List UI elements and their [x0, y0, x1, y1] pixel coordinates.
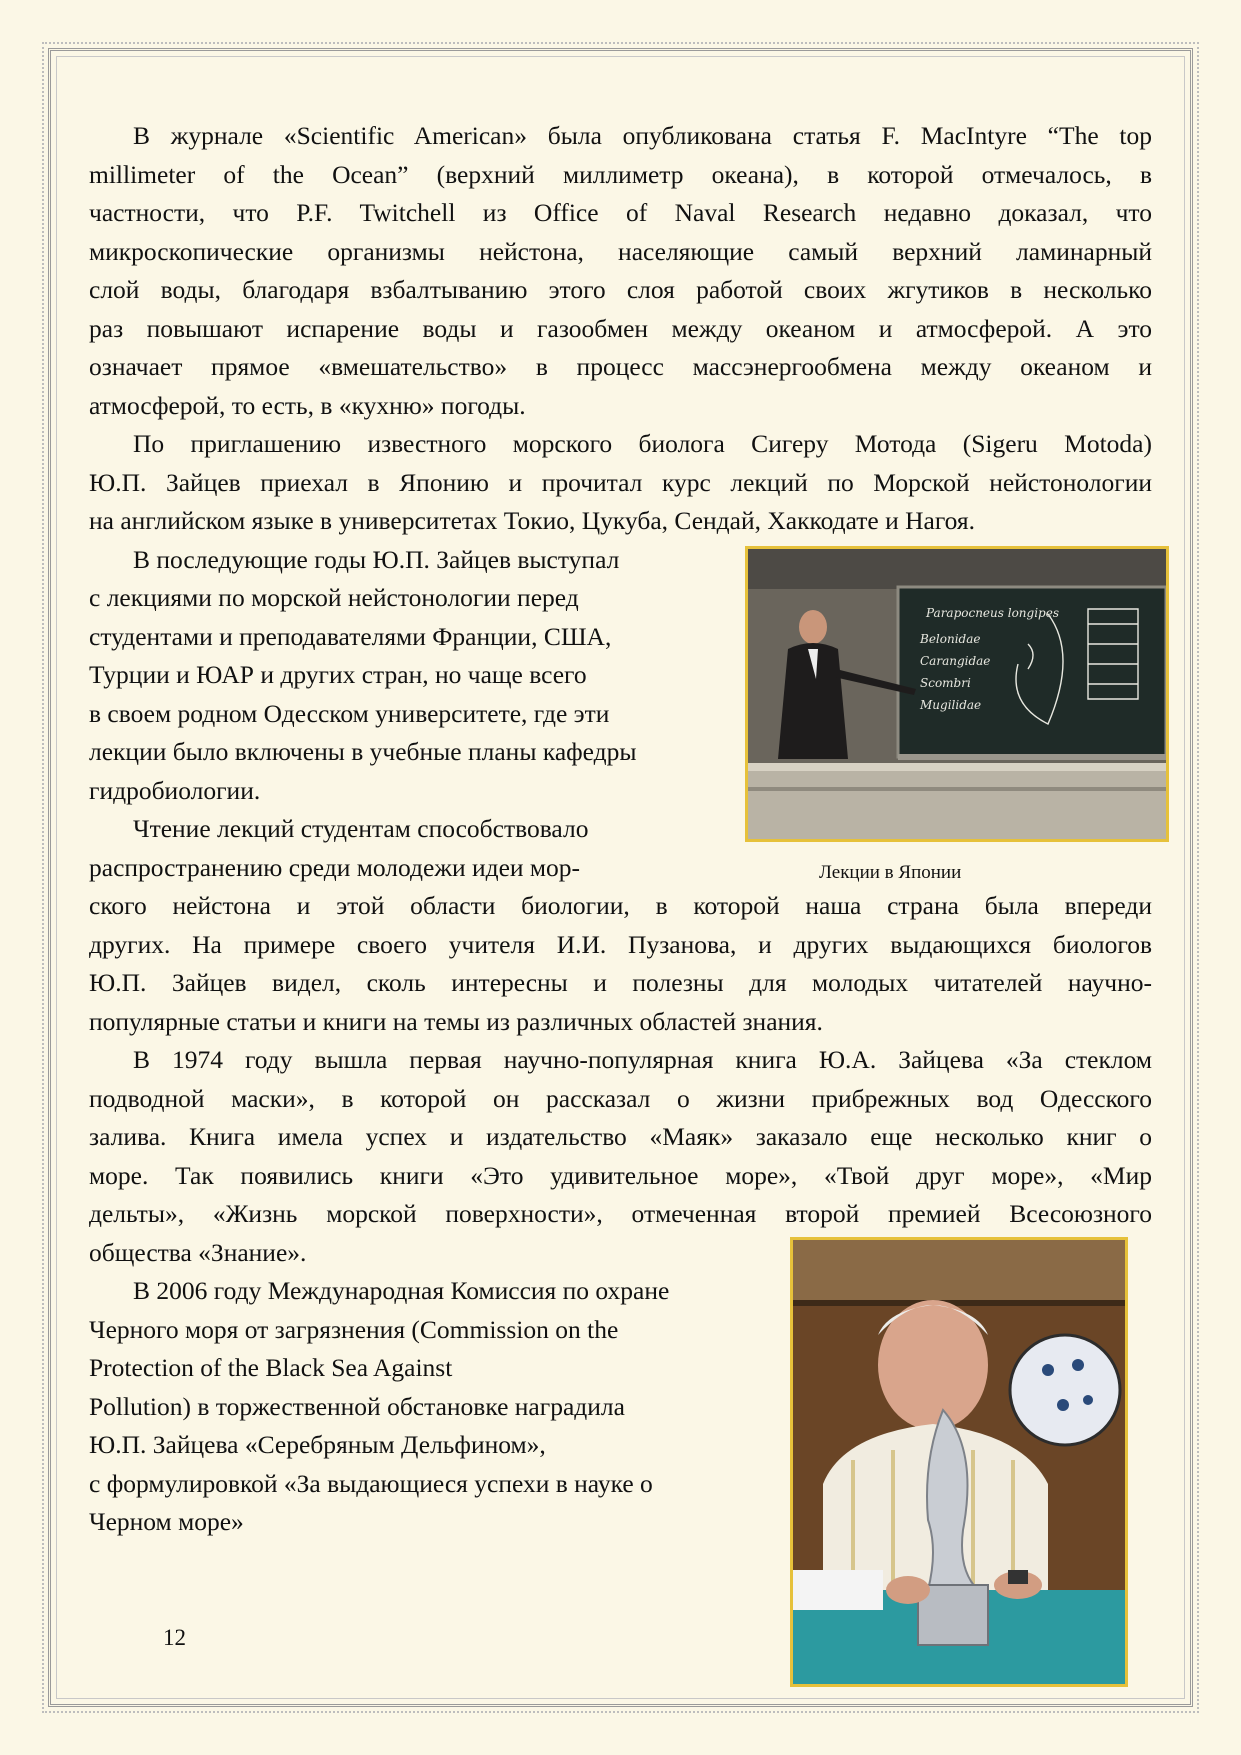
p1-line-2: millimeter of the Ocean” (верхний миллиметр океана), в которой отмечалось, в	[89, 160, 1152, 189]
p3-line-7: гидробиологии.	[89, 776, 261, 805]
p3-line-2: с лекциями по морской нейстонологии перед	[89, 583, 579, 612]
p1-line-1: В журнале «Scientific American» была опубликована статья F. MacIntyre “The top	[133, 121, 1152, 150]
p5-line-1: В 1974 году вышла первая научно-популярная книга Ю.А. Зайцева «За стеклом	[133, 1045, 1152, 1074]
p5-line-5: дельты», «Жизнь морской поверхности», отмеченная второй премией Всесоюзного	[89, 1199, 1152, 1228]
p3-line-5: в своем родном Одесском университете, где эти	[89, 699, 610, 728]
p3-line-1: В последующие годы Ю.П. Зайцев выступал	[133, 545, 620, 574]
p6-line-2: Черного моря от загрязнения (Commission on the	[89, 1315, 619, 1344]
board-text-4: Scombri	[920, 676, 971, 690]
board-text-5: Mugilidae	[920, 698, 982, 712]
p1-line-3: частности, что P.F. Twitchell из Office of Naval Research недавно доказал, что	[89, 198, 1152, 227]
p5-line-4: море. Так появились книги «Это удивительное море», «Твой друг море», «Мир	[89, 1161, 1152, 1190]
p2-line-3: на английском языке в университетах Токио, Цукуба, Сендай, Хаккодате и Нагоя.	[89, 506, 976, 535]
p1-line-4: микроскопические организмы нейстона, населяющие самый верхний ламинарный	[89, 237, 1152, 266]
p4-line-4: других. На примере своего учителя И.И. Пузанова, и других выдающихся биологов	[89, 930, 1152, 959]
p1-line-6: раз повышают испарение воды и газообмен между океаном и атмосферой. А это	[89, 314, 1152, 343]
p6-line-6: с формулировкой «За выдающиеся успехи в науке о	[89, 1469, 653, 1498]
lecture-photo-image	[748, 549, 1166, 839]
p4-line-2: распространению среди молодежи идеи мор-	[89, 853, 581, 882]
p2-line-2: Ю.П. Зайцев приехал в Японию и прочитал курс лекций по Морской нейстонологии	[89, 468, 1152, 497]
p2-line-1: По приглашению известного морского биолога Сигеру Мотода (Sigeru Motoda)	[133, 429, 1152, 458]
p5-line-2: подводной маски», в которой он рассказал о жизни прибрежных вод Одесского	[89, 1084, 1152, 1113]
p5-line-6: общества «Знание».	[89, 1238, 307, 1267]
p4-line-1: Чтение лекций студентам способствовало	[133, 814, 589, 843]
lecture-photo	[745, 546, 1169, 842]
p3-line-6: лекции было включены в учебные планы кафедры	[89, 737, 637, 766]
portrait-photo-image	[793, 1240, 1125, 1684]
p5-line-3: залива. Книга имела успех и издательство «Маяк» заказало еще несколько книг о	[89, 1122, 1152, 1151]
p1-line-5: слой воды, благодаря взбалтыванию этого слоя работой своих жгутиков в несколько	[89, 275, 1152, 304]
p6-line-4: Pollution) в торжественной обстановке наградила	[89, 1392, 625, 1421]
p4-line-3: ского нейстона и этой области биологии, в которой наша страна была впереди	[89, 891, 1152, 920]
p3-line-3: студентами и преподавателями Франции, США,	[89, 622, 612, 651]
lecture-photo-caption: Лекции в Японии	[819, 862, 962, 883]
board-text-3: Carangidae	[920, 654, 991, 668]
page-number: 12	[163, 1625, 186, 1650]
p3-line-4: Турции и ЮАР и других стран, но чаще всего	[89, 660, 587, 689]
p6-line-5: Ю.П. Зайцева «Серебряным Дельфином»,	[89, 1430, 546, 1459]
p4-line-5: Ю.П. Зайцев видел, сколь интересны и полезны для молодых читателей научно-	[89, 968, 1152, 997]
board-text-2: Belonidae	[920, 632, 981, 646]
p1-line-7: означает прямое «вмешательство» в процесс массэнергообмена между океаном и	[89, 352, 1152, 381]
p4-line-6: популярные статьи и книги на темы из различных областей знания.	[89, 1007, 823, 1036]
p6-line-3: Protection of the Black Sea Against	[89, 1353, 453, 1382]
p6-line-1: В 2006 году Международная Комиссия по охране	[133, 1276, 670, 1305]
portrait-photo	[790, 1237, 1128, 1687]
p1-line-8: атмосферой, то есть, в «кухню» погоды.	[89, 391, 526, 420]
p6-line-7: Черном море»	[89, 1507, 244, 1536]
board-text-1: Parapocneus longipes	[926, 606, 1059, 620]
